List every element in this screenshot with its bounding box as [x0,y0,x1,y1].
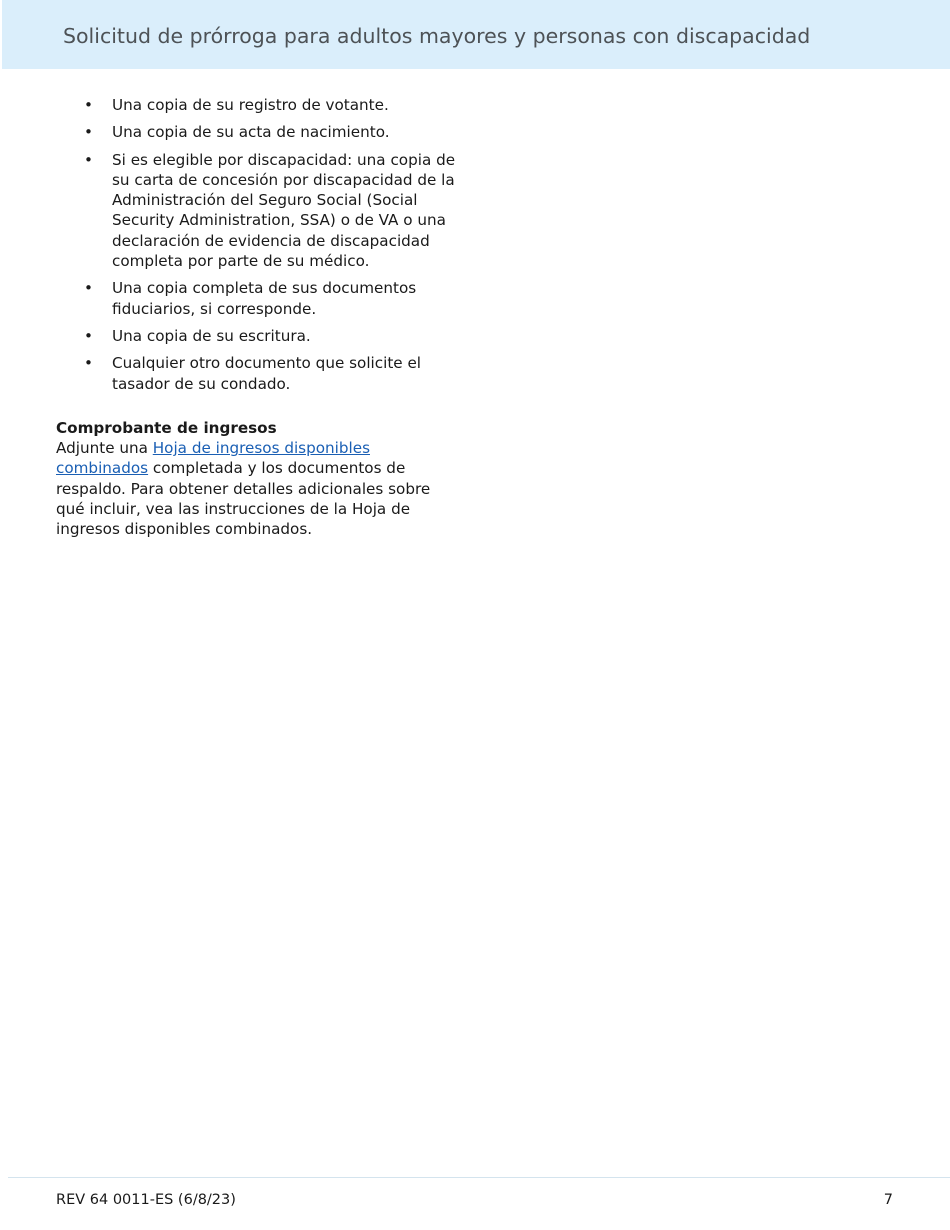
list-item-text: Una copia de su escritura. [112,326,311,345]
list-item [56,326,456,346]
income-proof-section [56,418,456,540]
list-item-text: Una copia de su registro de votante. [112,96,389,114]
list-item-text: Si es elegible por discapacidad: una copia de su carta de concesión por discapacidad de la Administración del Seguro Social (Social Security Administration, SSA) o de VA o una declaración de evidencia de discapacidad completa por parte de su médico. [112,150,456,271]
income-proof-heading: Comprobante de ingresos [56,418,277,437]
bullet-icon: • [84,123,93,142]
bullet-icon: • [84,150,93,169]
footer-revision: REV 64 0011-ES (6/8/23) [56,1192,236,1208]
page-content [56,95,456,540]
list-item-text: Una copia de su acta de nacimiento. [112,123,390,142]
footer-page-number: 7 [883,1192,893,1208]
combined-income-sheet-link[interactable]: Hoja de ingresos disponibles combinados [56,439,370,478]
list-item-text: Cualquier otro documento que solicite el tasador de su condado. [112,354,422,393]
bullet-icon: • [84,96,93,114]
income-text-after-link: completada y los documentos de respaldo. Para obtener detalles adicionales sobre qué incluir, vea las instrucciones de la Hoja de ingresos disponibles combinados. [56,459,431,539]
list-item [56,95,456,115]
list-item [56,278,456,319]
page-header-title: Solicitud de prórroga para adultos mayores y personas con discapacidad [63,24,811,48]
income-text-before-link: Adjunte una [56,439,153,458]
bullet-icon: • [84,354,93,373]
list-item [56,122,456,142]
page-header-band [2,0,950,69]
list-item [56,353,456,394]
bullet-icon: • [84,279,93,298]
bullet-icon: • [84,326,93,345]
required-documents-list [56,95,456,394]
footer-divider [8,1177,950,1178]
income-proof-text [56,438,456,539]
list-item [56,150,456,272]
list-item-text: Una copia completa de sus documentos fiduciarios, si corresponde. [112,279,417,318]
